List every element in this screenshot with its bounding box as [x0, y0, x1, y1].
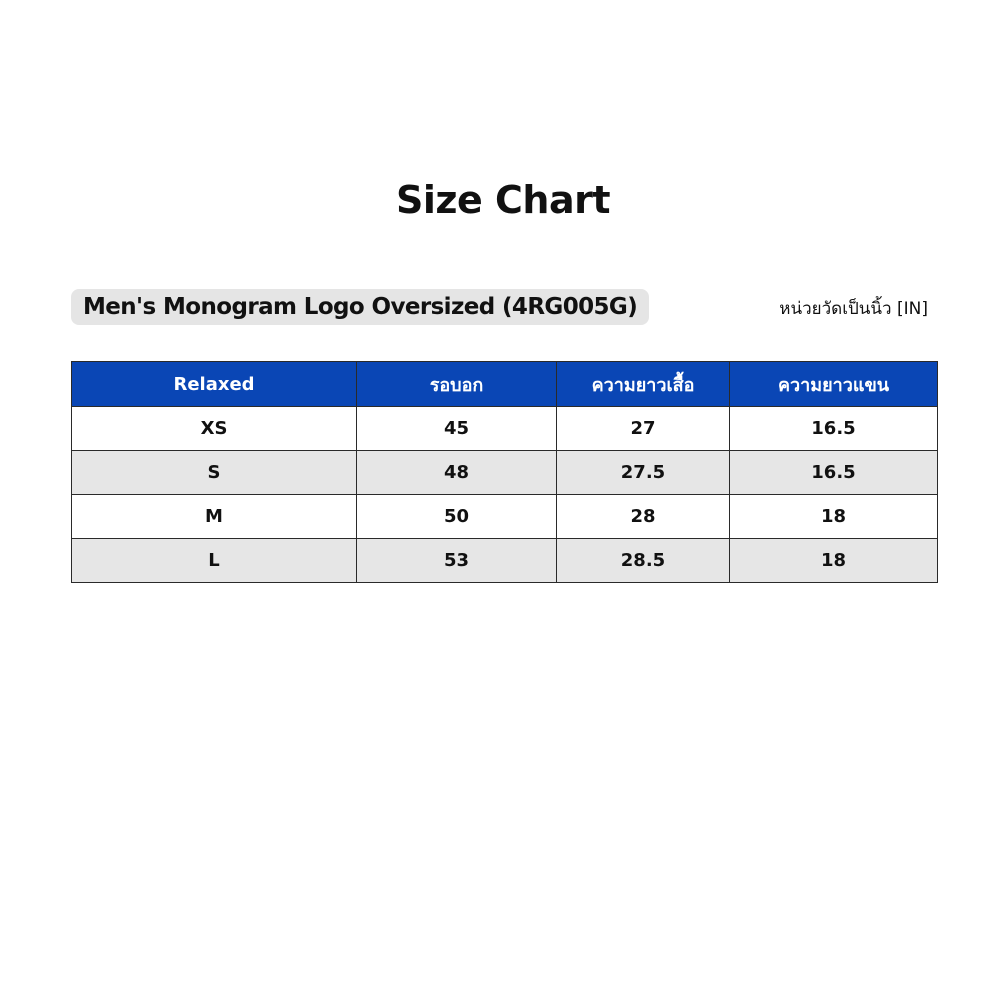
sleeve-length-cell: 16.5	[730, 451, 938, 495]
table-row	[72, 495, 938, 539]
product-name: Men's Monogram Logo Oversized (4RG005G)	[83, 294, 638, 320]
header-chest: รอบอก	[357, 362, 557, 407]
sleeve-length-cell: 18	[730, 539, 938, 583]
product-label	[71, 289, 649, 325]
unit-note: หน่วยวัดเป็นนิ้ว [IN]	[779, 299, 928, 319]
body-length-cell: 28.5	[557, 539, 730, 583]
table-row	[72, 539, 938, 583]
size-cell: XS	[72, 407, 357, 451]
table-row	[72, 451, 938, 495]
header-body-length: ความยาวเสื้อ	[557, 362, 730, 407]
table-header-row	[72, 362, 938, 407]
chest-cell: 45	[357, 407, 557, 451]
body-length-cell: 27	[557, 407, 730, 451]
chest-cell: 50	[357, 495, 557, 539]
page-title: Size Chart	[395, 178, 610, 222]
body-length-cell: 27.5	[557, 451, 730, 495]
sleeve-length-cell: 18	[730, 495, 938, 539]
header-fit: Relaxed	[72, 362, 357, 407]
sleeve-length-cell: 16.5	[730, 407, 938, 451]
table-row	[72, 407, 938, 451]
body-length-cell: 28	[557, 495, 730, 539]
size-cell: M	[72, 495, 357, 539]
size-table	[71, 361, 938, 583]
size-cell: L	[72, 539, 357, 583]
size-cell: S	[72, 451, 357, 495]
chest-cell: 48	[357, 451, 557, 495]
header-sleeve-length: ความยาวแขน	[730, 362, 938, 407]
chest-cell: 53	[357, 539, 557, 583]
